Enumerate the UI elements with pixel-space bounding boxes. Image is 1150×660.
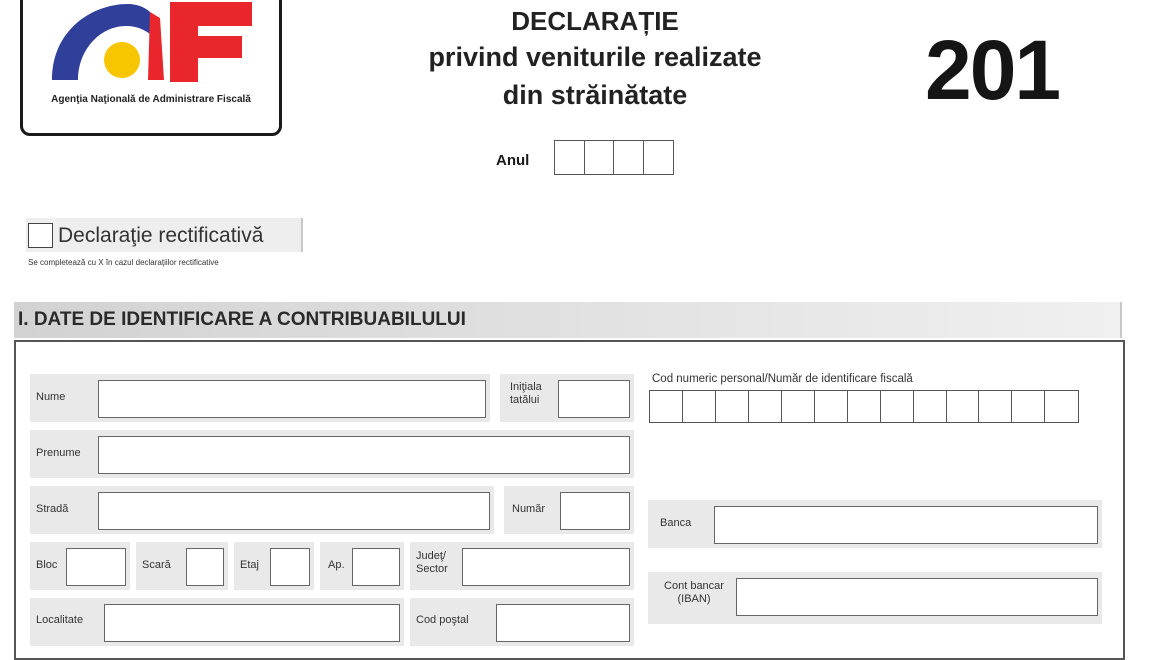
ap-input[interactable] [352,548,400,586]
year-digit-cell[interactable] [613,140,644,175]
initiala-label: Iniţiala tatălui [510,381,542,406]
cnp-digit-cell[interactable] [781,390,816,423]
iban-label: Cont bancar (IBAN) [664,580,724,605]
form-number: 201 [925,23,1060,117]
cnp-digit-cell[interactable] [715,390,750,423]
judet-label: Judeţ/ Sector [416,550,448,575]
anaf-logo-icon [30,0,270,100]
numar-input[interactable] [560,492,630,530]
cnp-digit-cell[interactable] [1011,390,1046,423]
cnp-digit-cell[interactable] [978,390,1013,423]
localitate-label: Localitate [36,614,84,626]
title-declaratie: DECLARAȚIE [511,6,679,36]
year-digit-cell[interactable] [584,140,615,175]
year-label: Anul [496,152,530,169]
etaj-input[interactable] [270,548,310,586]
cnp-digit-cell[interactable] [847,390,882,423]
rectificativa-checkbox[interactable] [28,223,53,248]
section-title: I. DATE DE IDENTIFICARE A CONTRIBUABILULUI [18,309,466,330]
agency-name: Agenţia Naţională de Administrare Fiscală [51,94,251,105]
prenume-input[interactable] [98,436,630,474]
cnp-input[interactable] [651,390,1079,423]
judet-input[interactable] [462,548,630,586]
rectificativa-note: Se completează cu X în cazul declaraţiilor rectificative [28,258,219,267]
cod-postal-label: Cod poştal [416,614,469,626]
cnp-digit-cell[interactable] [880,390,915,423]
ap-label: Ap. [328,559,345,571]
cnp-digit-cell[interactable] [814,390,849,423]
scara-label: Scară [142,559,171,571]
iban-input[interactable] [736,578,1098,616]
cnp-digit-cell[interactable] [913,390,948,423]
year-digit-cell[interactable] [643,140,674,175]
cnp-digit-cell[interactable] [649,390,684,423]
cnp-digit-cell[interactable] [1044,390,1079,423]
cnp-digit-cell[interactable] [946,390,981,423]
title-subtitle-2: din străinătate [502,80,688,110]
banca-label: Banca [660,517,692,529]
numar-label: Număr [512,503,546,515]
nume-input[interactable] [98,380,486,418]
cnp-digit-cell[interactable] [682,390,717,423]
title-subtitle: privind veniturile realizate [428,42,762,72]
initiala-input[interactable] [558,380,630,418]
localitate-input[interactable] [104,604,400,642]
scara-input[interactable] [186,548,224,586]
strada-label: Stradă [36,503,69,515]
nume-label: Nume [36,391,66,403]
cnp-label: Cod numeric personal/Număr de identificare fiscală [652,373,913,385]
cod-postal-input[interactable] [496,604,630,642]
prenume-label: Prenume [36,447,81,459]
bloc-input[interactable] [66,548,126,586]
cnp-digit-cell[interactable] [748,390,783,423]
bloc-label: Bloc [36,559,58,571]
rectificativa-label: Declaraţie rectificativă [58,224,264,247]
year-input[interactable] [556,140,674,175]
banca-input[interactable] [714,506,1098,544]
etaj-label: Etaj [240,559,259,571]
year-digit-cell[interactable] [554,140,585,175]
strada-input[interactable] [98,492,490,530]
